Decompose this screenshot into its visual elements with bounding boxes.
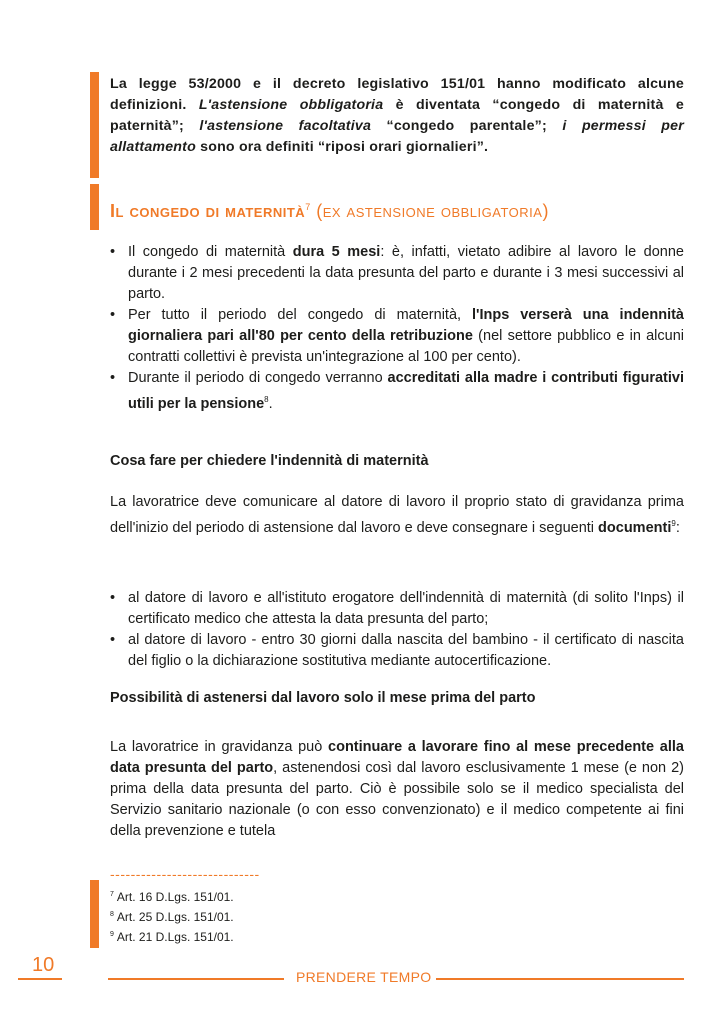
list-item: • al datore di lavoro - entro 30 giorni dalla nascita del bambino - il certificato di nascita del figlio o la dichiarazione sostitutiva mediante autocertificazione. — [110, 632, 684, 669]
subheading-request-allowance: Cosa fare per chiedere l'indennità di maternità — [110, 453, 429, 469]
list-item: • al datore di lavoro e all'istituto erogatore dell'indennità di maternità (di solito l'Inps) il certificato medico che attesta la data presunta del parto; — [110, 590, 684, 627]
intro-paragraph: La legge 53/2000 e il decreto legislativo 151/01 hanno modificato alcune definizioni. L'astensione obbligatoria è diventata “congedo di maternità e paternità”; l'astensione facoltativa “congedo parentale”; i permessi per allattamento sono ora definiti “riposi orari giornalieri”. — [110, 76, 684, 155]
maternity-leave-list — [110, 242, 684, 415]
section-title: Il congedo di maternità$^7$ (ex astensione obbligatoria) — [110, 201, 549, 221]
footnote-accent-bar — [90, 880, 99, 948]
footnote: $^9$ Art. 21 D.Lgs. 151/01. — [110, 930, 234, 944]
paragraph-documents: La lavoratrice deve comunicare al datore di lavoro il proprio stato di gravidanza prima dell'inizio del periodo di astensione dal lavoro e deve consegnare i seguenti documenti$^9$: — [110, 494, 684, 536]
footer-rule-left — [108, 978, 284, 980]
list-item: • Per tutto il periodo del congedo di maternità, l'Inps verserà una indennità giornaliera pari all'80 per cento della retribuzione (nel settore pubblico e in alcuni contratti collettivi è prevista un'integrazione al 100 per cento). — [110, 307, 684, 365]
subheading-one-month-option: Possibilità di astenersi dal lavoro solo il mese prima del parto — [110, 690, 536, 706]
footer-rule-right — [436, 978, 684, 980]
paragraph-one-month-option: La lavoratrice in gravidanza può continuare a lavorare fino al mese precedente alla data presunta del parto, astenendosi così dal lavoro esclusivamente 1 mese (e non 2) prima della data presunta del parto. Ciò è possibile solo se il medico specialista del Servizio sanitario nazionale (o con esso convenzionato) e il medico competente ai fini della prevenzione e tutela — [110, 739, 684, 839]
page-number-underline — [18, 978, 62, 980]
footnotes — [110, 886, 234, 946]
list-item: • Durante il periodo di congedo verranno accreditati alla madre i contributi figurativi utili per la pensione$^8$. — [110, 370, 684, 412]
footnote: $^7$ Art. 16 D.Lgs. 151/01. — [110, 890, 234, 904]
documents-list — [110, 588, 684, 672]
footer-title: PRENDERE TEMPO — [296, 969, 432, 985]
list-item: • Il congedo di maternità dura 5 mesi: è, infatti, vietato adibire al lavoro le donne durante i 2 mesi precedenti la data presunta del parto e durante i 3 mesi successivi al parto. — [110, 244, 684, 302]
intro-accent-bar — [90, 72, 99, 178]
footnote: $^8$ Art. 25 D.Lgs. 151/01. — [110, 910, 234, 924]
footnote-separator: ----------------------------- — [110, 866, 260, 882]
page-number: 10 — [32, 954, 55, 976]
